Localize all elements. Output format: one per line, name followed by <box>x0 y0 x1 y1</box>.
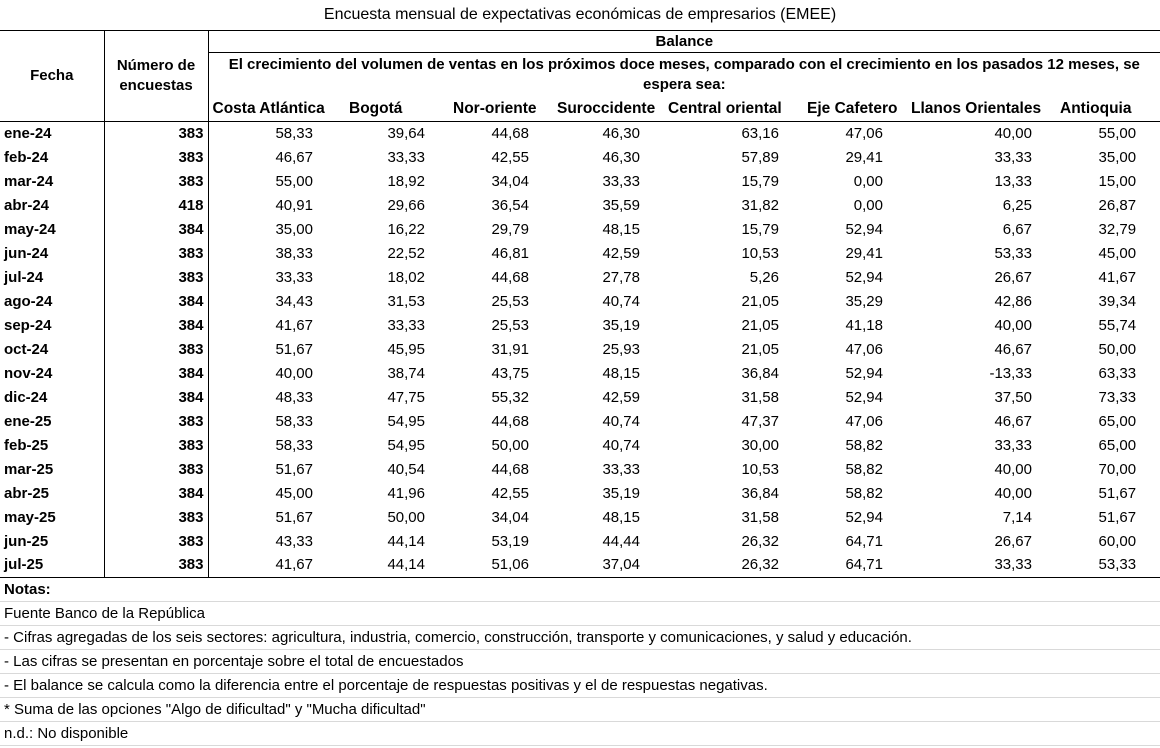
row-survey-count: 384 <box>104 217 208 241</box>
row-value: 52,94 <box>845 220 883 238</box>
table-row <box>0 289 1160 313</box>
row-value: 58,33 <box>275 124 313 142</box>
row-survey-count: 383 <box>104 337 208 361</box>
row-survey-count: 383 <box>104 529 208 553</box>
header-fecha: Fecha <box>0 30 104 121</box>
row-value: 47,06 <box>845 340 883 358</box>
row-value: 36,54 <box>491 196 529 214</box>
row-value: 40,00 <box>275 364 313 382</box>
row-value: 54,95 <box>387 412 425 430</box>
row-value: 51,67 <box>275 508 313 526</box>
row-value: 32,79 <box>1098 220 1137 238</box>
sheet-title: Encuesta mensual de expectativas económicas de empresarios (EMEE) <box>0 0 1160 30</box>
row-value: 43,75 <box>491 364 529 382</box>
row-value: 39,34 <box>1098 292 1137 310</box>
row-date: jul-25 <box>0 553 104 577</box>
region-header: Suroccidente <box>553 96 664 121</box>
row-value: 35,19 <box>602 316 640 334</box>
row-value: 51,06 <box>449 553 553 577</box>
row-value: 16,22 <box>387 220 425 238</box>
row-value: 44,44 <box>602 532 640 550</box>
row-value: 10,53 <box>741 244 779 262</box>
row-value: 52,94 <box>845 364 883 382</box>
row-value: 60,00 <box>1098 532 1137 550</box>
row-value: 54,95 <box>387 436 425 454</box>
row-survey-count: 384 <box>104 481 208 505</box>
row-value: 33,33 <box>994 436 1032 454</box>
region-header: Llanos Orientales <box>907 96 1056 121</box>
row-value: 55,00 <box>275 172 313 190</box>
row-date: ago-24 <box>0 289 104 313</box>
table-row <box>0 169 1160 193</box>
region-header: Bogotá <box>345 96 449 121</box>
row-value: 58,82 <box>845 484 883 502</box>
row-value: 58,82 <box>845 460 883 478</box>
row-value: 39,64 <box>387 124 425 142</box>
row-value: 46,30 <box>602 124 640 142</box>
row-date: sep-24 <box>0 313 104 337</box>
row-survey-count: 383 <box>104 433 208 457</box>
row-value: 35,19 <box>602 484 640 502</box>
row-date: may-25 <box>0 505 104 529</box>
table-row <box>0 193 1160 217</box>
row-value: 45,95 <box>387 340 425 358</box>
row-value: 21,05 <box>741 292 779 310</box>
row-value: 42,55 <box>491 484 529 502</box>
row-value: 37,50 <box>994 388 1032 406</box>
table-row <box>0 481 1160 505</box>
row-value: 65,00 <box>1098 436 1137 454</box>
row-value: 41,67 <box>208 553 345 577</box>
row-value: 35,00 <box>1098 148 1137 166</box>
row-date: jun-24 <box>0 241 104 265</box>
row-value: 40,91 <box>275 196 313 214</box>
row-survey-count: 384 <box>104 289 208 313</box>
row-value: 48,33 <box>275 388 313 406</box>
row-value: 26,32 <box>741 532 779 550</box>
row-date: jul-24 <box>0 265 104 289</box>
row-value: 33,33 <box>387 316 425 334</box>
row-value: 13,33 <box>994 172 1032 190</box>
row-value: 15,79 <box>741 220 779 238</box>
row-date: nov-24 <box>0 361 104 385</box>
row-value: 34,04 <box>491 172 529 190</box>
row-value: 26,32 <box>664 553 803 577</box>
region-header: Costa Atlántica <box>208 96 345 121</box>
row-value: 57,89 <box>741 148 779 166</box>
row-value: 25,53 <box>491 316 529 334</box>
row-value: 45,00 <box>1098 244 1137 262</box>
row-value: 41,96 <box>387 484 425 502</box>
row-value: 10,53 <box>741 460 779 478</box>
row-value: 29,79 <box>491 220 529 238</box>
row-survey-count: 383 <box>104 145 208 169</box>
row-value: 33,33 <box>387 148 425 166</box>
table-row <box>0 553 1160 577</box>
row-value: 42,55 <box>491 148 529 166</box>
row-value: 52,94 <box>845 508 883 526</box>
row-date: jun-25 <box>0 529 104 553</box>
row-value: 47,75 <box>387 388 425 406</box>
row-value: 29,66 <box>387 196 425 214</box>
row-survey-count: 383 <box>104 505 208 529</box>
row-date: mar-24 <box>0 169 104 193</box>
row-value: 5,26 <box>749 268 779 286</box>
row-value: 31,53 <box>387 292 425 310</box>
row-value: 73,33 <box>1098 388 1137 406</box>
row-date: feb-24 <box>0 145 104 169</box>
row-value: 34,04 <box>491 508 529 526</box>
row-value: 0,00 <box>853 172 883 190</box>
table-row <box>0 241 1160 265</box>
row-date: mar-25 <box>0 457 104 481</box>
row-value: 40,00 <box>994 460 1032 478</box>
row-value: 48,15 <box>602 508 640 526</box>
row-value: 53,33 <box>1056 553 1160 577</box>
row-value: 22,52 <box>387 244 425 262</box>
row-value: 45,00 <box>275 484 313 502</box>
row-value: 52,94 <box>845 268 883 286</box>
row-value: 40,54 <box>387 460 425 478</box>
row-value: 51,67 <box>1098 484 1137 502</box>
region-header: Central oriental <box>664 96 803 121</box>
row-value: 42,59 <box>602 388 640 406</box>
row-value: 29,41 <box>845 244 883 262</box>
row-value: 44,68 <box>491 460 529 478</box>
row-value: 58,33 <box>275 436 313 454</box>
row-value: 33,33 <box>602 460 640 478</box>
row-value: 33,33 <box>602 172 640 190</box>
row-value: 51,67 <box>1098 508 1137 526</box>
table-row <box>0 409 1160 433</box>
row-value: 31,58 <box>741 388 779 406</box>
row-value: 46,67 <box>994 340 1032 358</box>
row-value: 53,33 <box>994 244 1032 262</box>
row-value: 15,00 <box>1098 172 1137 190</box>
row-value: 18,02 <box>387 268 425 286</box>
row-value: 48,15 <box>602 364 640 382</box>
note-line: - Las cifras se presentan en porcentaje sobre el total de encuestados <box>0 649 1160 673</box>
row-value: 6,67 <box>1002 220 1032 238</box>
row-value: 34,43 <box>275 292 313 310</box>
header-balance: Balance <box>208 30 1160 52</box>
row-value: 64,71 <box>845 532 883 550</box>
row-value: 33,33 <box>907 553 1056 577</box>
row-value: 37,04 <box>553 553 664 577</box>
note-line: * Suma de las opciones "Algo de dificultad" y "Mucha dificultad" <box>0 697 1160 721</box>
row-value: 31,91 <box>491 340 529 358</box>
row-value: 25,53 <box>491 292 529 310</box>
row-value: 46,30 <box>602 148 640 166</box>
row-value: 21,05 <box>741 316 779 334</box>
row-date: ene-24 <box>0 121 104 145</box>
row-date: oct-24 <box>0 337 104 361</box>
row-value: 25,93 <box>602 340 640 358</box>
row-value: 26,87 <box>1098 196 1137 214</box>
row-value: 50,00 <box>491 436 529 454</box>
row-value: 26,67 <box>994 532 1032 550</box>
row-value: 46,67 <box>275 148 313 166</box>
note-line: Fuente Banco de la República <box>0 601 1160 625</box>
row-survey-count: 384 <box>104 361 208 385</box>
row-date: abr-25 <box>0 481 104 505</box>
row-value: 55,32 <box>491 388 529 406</box>
note-line: - El balance se calcula como la diferencia entre el porcentaje de respuestas positivas y el de respuestas negativas. <box>0 673 1160 697</box>
row-value: 40,74 <box>602 412 640 430</box>
table-row <box>0 265 1160 289</box>
row-value: 36,84 <box>741 364 779 382</box>
table-row <box>0 505 1160 529</box>
row-value: 46,67 <box>994 412 1032 430</box>
region-header: Nor-oriente <box>449 96 553 121</box>
row-date: may-24 <box>0 217 104 241</box>
table-row <box>0 337 1160 361</box>
row-value: 50,00 <box>387 508 425 526</box>
table-row <box>0 313 1160 337</box>
row-value: 44,68 <box>491 124 529 142</box>
row-value: 41,67 <box>275 316 313 334</box>
row-value: 15,79 <box>741 172 779 190</box>
table-row <box>0 145 1160 169</box>
row-value: 40,00 <box>994 484 1032 502</box>
row-survey-count: 418 <box>104 193 208 217</box>
region-header: Antioquia <box>1056 96 1160 121</box>
row-value: 46,81 <box>491 244 529 262</box>
notes-heading: Notas: <box>0 577 1160 601</box>
row-value: 31,82 <box>741 196 779 214</box>
row-value: 42,59 <box>602 244 640 262</box>
row-value: 41,67 <box>1098 268 1137 286</box>
row-survey-count: 383 <box>104 265 208 289</box>
row-value: 40,74 <box>602 292 640 310</box>
row-survey-count: 383 <box>104 409 208 433</box>
header-numero-encuestas: Número de encuestas <box>104 30 208 121</box>
row-value: 47,06 <box>845 412 883 430</box>
table-row <box>0 361 1160 385</box>
table-row <box>0 385 1160 409</box>
row-survey-count: 384 <box>104 385 208 409</box>
row-value: 40,74 <box>602 436 640 454</box>
row-value: 40,00 <box>994 316 1032 334</box>
row-value: 65,00 <box>1098 412 1137 430</box>
row-value: 26,67 <box>994 268 1032 286</box>
row-value: 18,92 <box>387 172 425 190</box>
row-value: 43,33 <box>275 532 313 550</box>
row-value: 64,71 <box>803 553 907 577</box>
row-value: 38,33 <box>275 244 313 262</box>
row-value: 6,25 <box>1002 196 1032 214</box>
row-value: 55,74 <box>1098 316 1137 334</box>
row-date: abr-24 <box>0 193 104 217</box>
row-value: 41,18 <box>845 316 883 334</box>
row-value: 63,33 <box>1098 364 1137 382</box>
row-value: 52,94 <box>845 388 883 406</box>
row-survey-count: 383 <box>104 553 208 577</box>
row-value: 30,00 <box>741 436 779 454</box>
row-value: 27,78 <box>602 268 640 286</box>
row-value: 38,74 <box>387 364 425 382</box>
row-value: 35,00 <box>275 220 313 238</box>
row-value: 48,15 <box>602 220 640 238</box>
row-value: 63,16 <box>741 124 779 142</box>
row-value: 58,82 <box>845 436 883 454</box>
row-value: 31,58 <box>741 508 779 526</box>
row-value: 29,41 <box>845 148 883 166</box>
row-date: feb-25 <box>0 433 104 457</box>
table-row <box>0 457 1160 481</box>
row-value: 51,67 <box>275 340 313 358</box>
row-value: 44,68 <box>491 412 529 430</box>
row-value: 36,84 <box>741 484 779 502</box>
table-row <box>0 529 1160 553</box>
table-row <box>0 121 1160 145</box>
row-value: 58,33 <box>275 412 313 430</box>
row-value: 40,00 <box>994 124 1032 142</box>
row-survey-count: 383 <box>104 241 208 265</box>
region-header: Eje Cafetero <box>803 96 907 121</box>
row-value: 44,14 <box>345 553 449 577</box>
row-value: 44,68 <box>491 268 529 286</box>
row-survey-count: 383 <box>104 121 208 145</box>
row-value: 53,19 <box>491 532 529 550</box>
table-row <box>0 433 1160 457</box>
header-description: El crecimiento del volumen de ventas en los próximos doce meses, comparado con el crecimiento en los pasados 12 meses, se espera sea: <box>228 56 1140 94</box>
row-value: 51,67 <box>275 460 313 478</box>
row-date: dic-24 <box>0 385 104 409</box>
row-date: ene-25 <box>0 409 104 433</box>
note-line: - Cifras agregadas de los seis sectores: agricultura, industria, comercio, construcción, transporte y comunicaciones, y salud y educación. <box>0 625 1160 649</box>
row-value: 33,33 <box>275 268 313 286</box>
row-value: 44,14 <box>387 532 425 550</box>
note-line: n.d.: No disponible <box>0 721 1160 745</box>
row-value: 35,29 <box>845 292 883 310</box>
row-value: -13,33 <box>989 364 1032 382</box>
row-value: 35,59 <box>602 196 640 214</box>
row-value: 70,00 <box>1098 460 1137 478</box>
row-value: 47,06 <box>845 124 883 142</box>
row-survey-count: 383 <box>104 169 208 193</box>
table-row <box>0 217 1160 241</box>
row-value: 21,05 <box>741 340 779 358</box>
row-value: 50,00 <box>1098 340 1137 358</box>
row-survey-count: 384 <box>104 313 208 337</box>
row-value: 42,86 <box>994 292 1032 310</box>
row-value: 33,33 <box>994 148 1032 166</box>
row-value: 55,00 <box>1098 124 1137 142</box>
row-survey-count: 383 <box>104 457 208 481</box>
row-value: 0,00 <box>853 196 883 214</box>
row-value: 7,14 <box>1002 508 1032 526</box>
row-value: 47,37 <box>741 412 779 430</box>
